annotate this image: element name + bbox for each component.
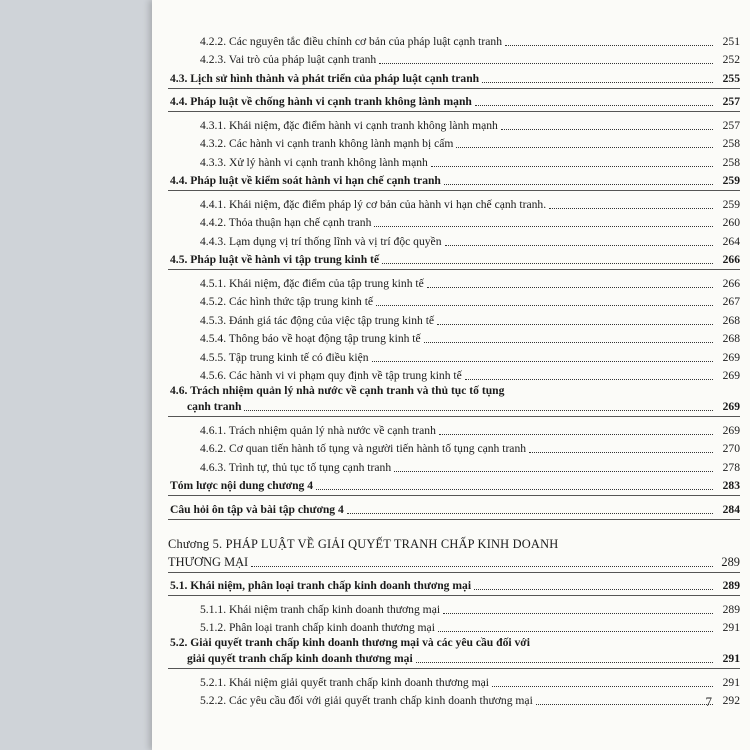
page-number: 259 (722, 174, 740, 187)
page-number: 255 (722, 71, 740, 85)
table-of-contents (168, 30, 740, 708)
toc-entry (168, 328, 740, 347)
toc-entry (168, 91, 740, 110)
page-number: 269 (722, 423, 740, 437)
toc-entry-title: 4.6.1. Trách nhiệm quản lý nhà nước về cạnh tranh (200, 423, 436, 437)
page-number: 266 (722, 253, 740, 266)
toc-entry (168, 133, 740, 152)
toc-entry (168, 346, 740, 365)
page-footer-number: 7 (705, 694, 712, 709)
toc-entry (168, 671, 740, 690)
page-number: 260 (722, 216, 740, 229)
divider (168, 595, 740, 596)
toc-entry-title: 5.1.1. Khái niệm tranh chấp kinh doanh thương mại (200, 602, 441, 616)
leader-dots (505, 45, 713, 46)
toc-entry (168, 49, 740, 68)
toc-entry-title: 5.2.2. Các yêu cầu đối với giải quyết tranh chấp kinh doanh thương mại (200, 694, 533, 707)
page-number: 291 (722, 621, 740, 634)
toc-entry (168, 419, 740, 438)
page-number: 270 (722, 442, 740, 455)
page-number: 258 (722, 137, 740, 150)
leader-dots (549, 208, 713, 209)
leader-dots (536, 704, 713, 705)
toc-entry-title: 4.3.3. Xử lý hành vi cạnh tranh không lành mạnh (200, 155, 428, 169)
toc-entry (168, 456, 740, 475)
leader-dots (475, 105, 713, 106)
toc-entry (168, 438, 740, 457)
toc-entry (168, 30, 740, 49)
page-number: 289 (721, 554, 740, 569)
leader-dots (529, 452, 713, 453)
leader-dots (456, 147, 713, 148)
toc-entry-title: 4.6.2. Cơ quan tiến hành tố tụng và người tiến hành tố tụng cạnh tranh (200, 442, 527, 455)
toc-entry (168, 690, 740, 709)
leader-dots (251, 566, 713, 567)
leader-dots (382, 263, 713, 264)
toc-entry-title: giải quyết tranh chấp kinh doanh thương mại (187, 652, 413, 665)
page-number: 266 (722, 276, 740, 290)
divider (168, 572, 740, 573)
page-number: 283 (722, 479, 740, 492)
toc-entry (168, 114, 740, 133)
page-number: 291 (722, 652, 740, 665)
leader-dots (492, 686, 713, 687)
toc-entry-title: 5.2.1. Khái niệm giải quyết tranh chấp kinh doanh thương mại (200, 675, 489, 689)
leader-dots (316, 489, 713, 490)
toc-entry-title: 4.4. Pháp luật về chống hành vi cạnh tranh không lành mạnh (170, 95, 472, 108)
leader-dots (465, 379, 713, 380)
toc-entry-title: 4.2.3. Vai trò của pháp luật cạnh tranh (200, 53, 377, 66)
toc-entry-title: 4.5.2. Các hình thức tập trung kinh tế (200, 295, 374, 308)
toc-entry-title: 4.4. Pháp luật về kiểm soát hành vi hạn chế cạnh tranh (170, 174, 441, 187)
toc-chapter-heading (168, 534, 740, 552)
toc-entry (168, 249, 740, 268)
toc-entry (168, 170, 740, 189)
toc-entry-title: 5.1. Khái niệm, phân loại tranh chấp kinh doanh thương mại (170, 579, 472, 592)
page-number: 268 (722, 332, 740, 345)
toc-entry-title: 4.3.1. Khái niệm, đặc điểm hành vi cạnh tranh không lành mạnh (200, 118, 498, 132)
toc-entry (168, 475, 740, 494)
toc-entry-title: 4.5.4. Thông báo về hoạt động tập trung kinh tế (200, 332, 421, 345)
toc-entry (168, 151, 740, 170)
divider (168, 668, 740, 669)
toc-entry (168, 272, 740, 291)
toc-entry-title: 4.4.3. Lạm dụng vị trí thống lĩnh và vị trí độc quyền (200, 234, 442, 248)
chapter-title-line1: Chương 5. PHÁP LUẬT VỀ GIẢI QUYẾT TRANH CHẤP KINH DOANH (168, 536, 559, 551)
toc-entry-title: 4.3.2. Các hành vi cạnh tranh không lành mạnh bị cấm (200, 137, 454, 150)
toc-block-chapter-4-end (168, 383, 740, 520)
toc-entry-title: 4.4.1. Khái niệm, đặc điểm pháp lý cơ bản của hành vi hạn chế cạnh tranh. (200, 197, 547, 211)
leader-dots (427, 287, 713, 288)
page-number: 269 (722, 350, 740, 364)
book-page (152, 0, 750, 750)
toc-entry-title: 4.2.2. Các nguyên tắc điều chỉnh cơ bản của pháp luật cạnh tranh (200, 34, 502, 48)
leader-dots (482, 82, 713, 83)
leader-dots (438, 631, 713, 632)
page-number: 291 (722, 675, 740, 689)
page-number: 264 (722, 234, 740, 248)
toc-entry-title: 4.5.5. Tập trung kinh tế có điều kiện (200, 350, 369, 364)
toc-block-chapter-5 (168, 575, 740, 709)
page-number: 278 (722, 460, 740, 474)
divider (168, 269, 740, 270)
toc-entry-title: cạnh tranh (187, 400, 242, 413)
leader-dots (416, 662, 713, 663)
leader-dots (424, 342, 713, 343)
page-number: 251 (722, 34, 740, 48)
leader-dots (374, 226, 713, 227)
toc-entry (168, 575, 740, 594)
toc-entry (168, 230, 740, 249)
leader-dots (445, 245, 713, 246)
toc-entry-title: 4.3. Lịch sử hình thành và phát triển của pháp luật cạnh tranh (170, 71, 480, 85)
toc-entry (168, 309, 740, 328)
toc-entry (168, 365, 740, 384)
leader-dots (394, 471, 713, 472)
page-number: 284 (722, 502, 740, 516)
toc-entry (168, 650, 740, 666)
leader-dots (439, 434, 713, 435)
page-number: 267 (722, 295, 740, 308)
leader-dots (379, 63, 713, 64)
page-number: 252 (722, 53, 740, 66)
page-number: 259 (722, 197, 740, 211)
divider (168, 88, 740, 89)
toc-entry (168, 383, 740, 398)
toc-entry (168, 212, 740, 231)
toc-entry-title: 4.6.3. Trình tự, thủ tục tố tụng cạnh tranh (200, 460, 392, 474)
page-number: 258 (722, 155, 740, 169)
spacer (168, 522, 740, 534)
divider (168, 519, 740, 520)
toc-entry (168, 67, 740, 86)
toc-entry (168, 617, 740, 636)
toc-entry-title: Tóm lược nội dung chương 4 (170, 479, 314, 492)
page-number: 289 (722, 579, 740, 592)
page-number: 269 (722, 369, 740, 382)
leader-dots (244, 410, 713, 411)
toc-entry-title: 4.6. Trách nhiệm quản lý nhà nước về cạnh tranh và thủ tục tố tụng (170, 384, 505, 397)
toc-entry-title: 4.5. Pháp luật về hành vi tập trung kinh tế (170, 253, 380, 266)
leader-dots (437, 324, 713, 325)
page-number: 268 (722, 313, 740, 327)
leader-dots (474, 589, 713, 590)
toc-entry-title: 4.5.1. Khái niệm, đặc điểm của tập trung kinh tế (200, 276, 424, 290)
chapter-title-line2: THƯƠNG MẠI (168, 554, 249, 569)
divider (168, 111, 740, 112)
toc-entry-title: Câu hỏi ôn tập và bài tập chương 4 (170, 502, 344, 516)
leader-dots (347, 513, 713, 514)
divider (168, 190, 740, 191)
toc-entry (168, 635, 740, 650)
toc-entry-title: 5.2. Giải quyết tranh chấp kinh doanh thương mại và các yêu cầu đối với (170, 636, 530, 649)
leader-dots (501, 129, 713, 130)
leader-dots (443, 613, 713, 614)
leader-dots (372, 361, 713, 362)
toc-entry-title: 5.1.2. Phân loại tranh chấp kinh doanh thương mại (200, 621, 435, 634)
leader-dots (444, 184, 713, 185)
page-number: 269 (722, 400, 740, 413)
page-number: 257 (722, 118, 740, 132)
toc-entry-title: 4.5.6. Các hành vi vi phạm quy định về tập trung kinh tế (200, 369, 462, 382)
toc-entry (168, 498, 740, 517)
toc-entry (168, 193, 740, 212)
toc-block-chapter-4 (168, 30, 740, 383)
page-number: 289 (722, 602, 740, 616)
toc-entry-title: 4.5.3. Đánh giá tác động của việc tập trung kinh tế (200, 313, 435, 327)
toc-entry (168, 598, 740, 617)
leader-dots (376, 305, 713, 306)
page-number: 292 (722, 694, 740, 707)
toc-entry (168, 398, 740, 414)
toc-entry-title: 4.4.2. Thỏa thuận hạn chế cạnh tranh (200, 216, 372, 229)
toc-chapter-heading-cont (168, 552, 740, 570)
divider (168, 495, 740, 496)
leader-dots (431, 166, 713, 167)
page-number: 257 (722, 95, 740, 108)
divider (168, 416, 740, 417)
toc-entry (168, 291, 740, 310)
